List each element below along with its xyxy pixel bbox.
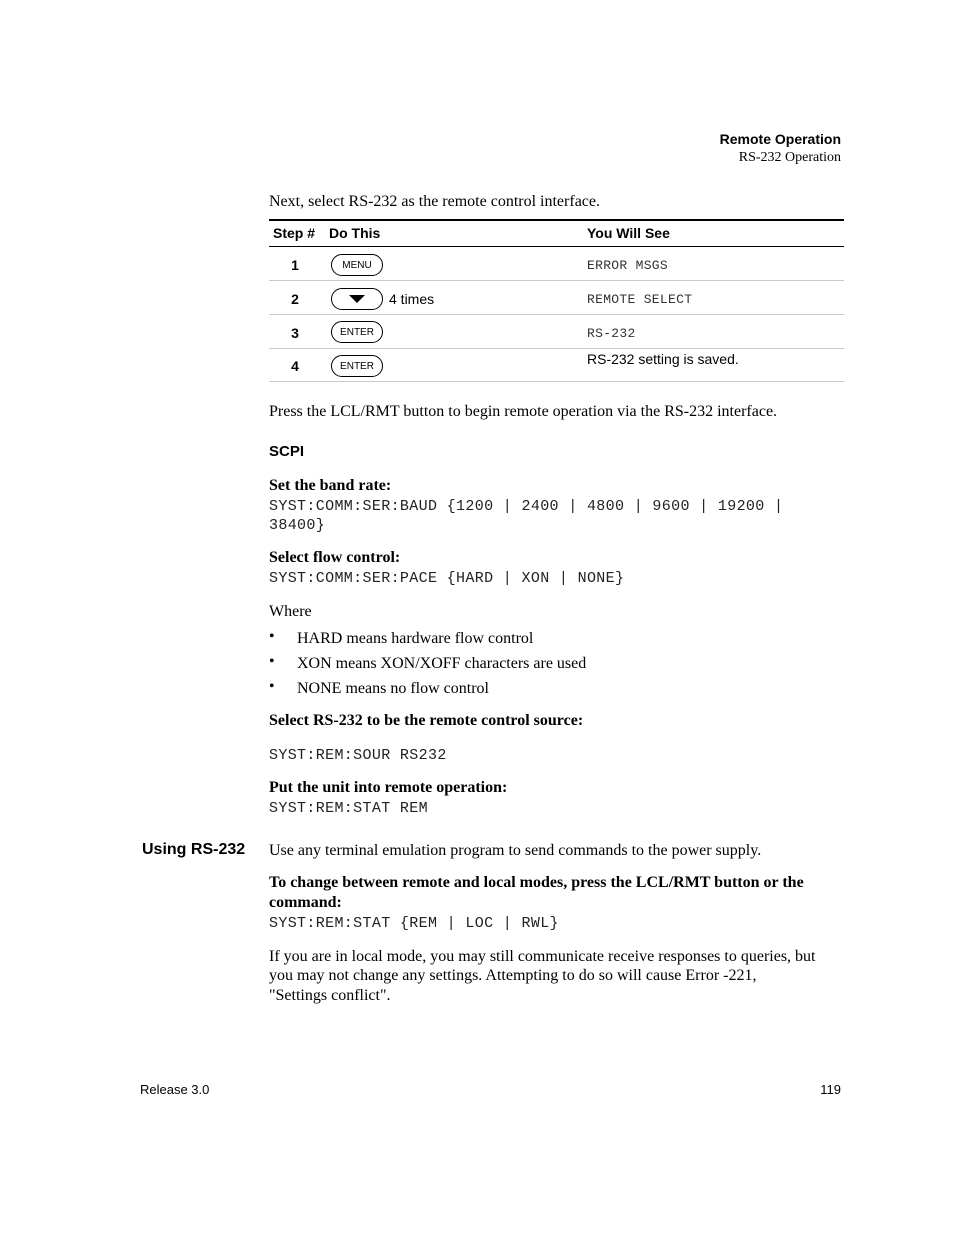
using-rs232-heading: Using RS-232 [142,841,246,858]
list-item-text: XON means XON/XOFF characters are used [297,655,587,672]
change-mode-code: SYST:REM:STAT {REM | LOC | RWL} [269,915,559,932]
local-mode-line3: "Settings conflict". [269,987,391,1004]
list-item-text: HARD means hardware flow control [297,630,534,647]
remote-code: SYST:REM:STAT REM [269,800,428,817]
local-mode-line2: you may not change any settings. Attempting to do so will cause Error -221, [269,967,757,984]
col-header-you-will-see: You Will See [587,225,670,241]
bullet-icon: • [269,653,275,670]
row-divider [269,348,844,349]
menu-key-icon: MENU [331,254,383,276]
display-text: ERROR MSGS [587,258,669,273]
intro-text: Next, select RS-232 as the remote control interface. [269,193,600,210]
step-number: 1 [291,257,299,273]
running-header-subtitle: RS-232 Operation [738,150,841,165]
repeat-count: 4 times [389,291,435,307]
baud-label: Set the band rate: [269,477,392,494]
bullet-icon: • [269,678,275,695]
running-header-title: Remote Operation [719,131,841,147]
enter-key-icon: ENTER [331,355,383,377]
bullet-icon: • [269,628,275,645]
table-header-rule [269,246,844,247]
step-number: 2 [291,291,299,307]
col-header-step: Step # [273,225,316,241]
row-divider [269,280,844,281]
flow-code: SYST:COMM:SER:PACE {HARD | XON | NONE} [269,570,625,587]
using-rs232-text: Use any terminal emulation program to send commands to the power supply. [269,842,762,859]
lcl-rmt-paragraph: Press the LCL/RMT button to begin remote operation via the RS-232 interface. [269,403,778,420]
flow-label: Select flow control: [269,549,401,566]
display-text: REMOTE SELECT [587,292,693,307]
down-arrow-key [331,288,383,310]
baud-code-line2: 38400} [269,517,326,534]
scpi-heading: SCPI [269,443,305,460]
display-text: RS-232 setting is saved. [587,351,739,367]
page-number: 119 [820,1082,841,1097]
source-label: Select RS-232 to be the remote control source: [269,712,584,729]
list-item-text: NONE means no flow control [297,680,489,697]
row-divider [269,314,844,315]
table-bottom-rule [269,381,844,382]
down-arrow-icon [347,294,367,304]
change-mode-label-line1: To change between remote and local modes, press the LCL/RMT button or the [269,874,804,891]
baud-code-line1: SYST:COMM:SER:BAUD {1200 | 2400 | 4800 | 9600 | 19200 | [269,498,784,515]
display-text: RS-232 [587,326,636,341]
step-number: 4 [291,358,299,374]
footer-release: Release 3.0 [140,1082,210,1097]
where-text: Where [269,603,312,620]
change-mode-label-line2: command: [269,894,342,911]
step-number: 3 [291,325,299,341]
table-top-rule [269,219,844,221]
remote-label: Put the unit into remote operation: [269,779,508,796]
local-mode-line1: If you are in local mode, you may still communicate receive responses to queries, but [269,948,816,965]
source-code: SYST:REM:SOUR RS232 [269,747,447,764]
enter-key-icon: ENTER [331,321,383,343]
col-header-do-this: Do This [329,225,381,241]
